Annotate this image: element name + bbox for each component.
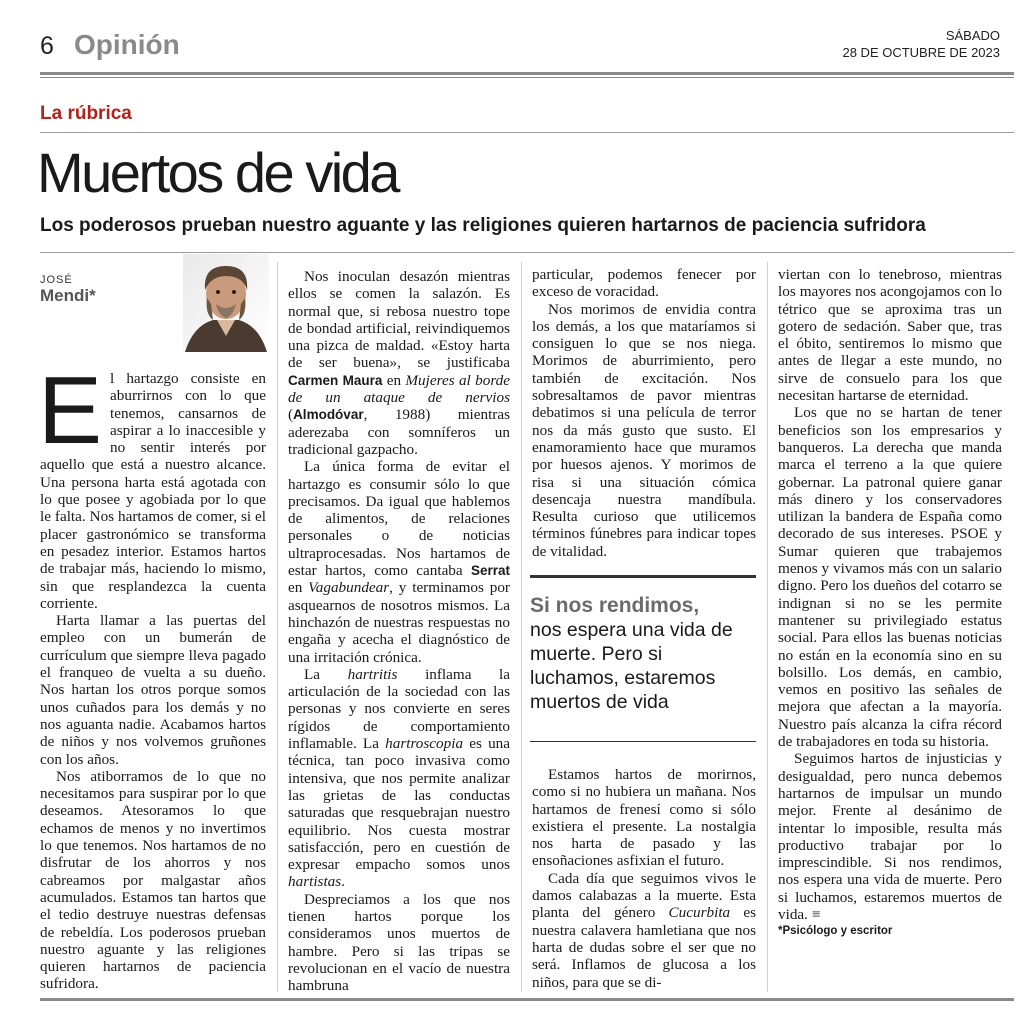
paragraph: Cada día que seguimos vivos le damos calabazas a la muerte. Esta planta del género Cucurbita es nuestra calavera hamletiana que nos harta de dudas sobre el ser que no será. Inflamos de glucosa a los niños, para que se di-	[532, 869, 756, 991]
subheadline-rule	[40, 252, 1014, 253]
paragraph: particular, podemos fenecer por exceso de voracidad.	[532, 266, 756, 301]
paragraph: La única forma de evitar el hartazgo es consumir sólo lo que precisamos. Da igual que hablemos de alimentos, de relaciones personales o de noticias ultraprocesadas. Nos hartamos de estar hartos, como cantaba Serrat en Vagabundear, y terminamos por asquearnos de nosotros mismos. La hinchazón de nuestras respuestas no engaña y acecha el diagnóstico de una irritación crónica.	[288, 458, 511, 666]
article-column-3-top	[532, 266, 756, 560]
paragraph: El hartazgo consiste en aburrirnos con lo que tenemos, cansarnos de aspirar a lo inaccesible y no sentir interés por aquello que está a nuestro alcance. Una persona harta está agotada con lo que posee y agobiada por lo que le falta. Nos hartamos de comer, si el placer gastronómico se transforma en pesadez interior. Estamos hartos de trabajar más, haciendo lo mismo, sin que resplandezca la cuenta corriente.	[38, 357, 266, 612]
rubric-rule	[40, 132, 1014, 133]
page-number: 6	[40, 32, 54, 60]
pullquote-text: nos espera una vida de muerte. Pero si luchamos, estaremos muertos de vida	[530, 619, 733, 713]
article-column-3-bottom	[532, 766, 756, 991]
paragraph: Seguimos hartos de injusticias y desigualdad, pero nunca debemos hartarnos de impulsar un mundo mejor. Frente al desánimo de intentar lo imposible, resulta más productivo trabajar por lo imprescindible. Si nos rendimos, nos espera una vida de muerte. Pero si luchamos, estaremos muertos de vida. ≡	[778, 750, 1002, 923]
column-divider	[521, 262, 522, 992]
pullquote	[530, 594, 756, 714]
header-rule-thin	[40, 77, 1014, 78]
rubric: La rúbrica	[40, 103, 132, 124]
article-column-4	[778, 266, 1002, 941]
column-divider	[277, 262, 278, 992]
song-title: Vagabundear	[308, 579, 390, 597]
date-block	[842, 27, 1000, 61]
column-divider	[767, 262, 768, 992]
paragraph: viertan con lo tenebroso, mientras los mayores nos acongojamos con lo tétrico que se aproxima tras un gotero de sedación. Saber que, tras el óbito, sentiremos lo mismo que antes de llegar a este mundo, no sirve de consuelo para los que necesitan hartarse de eternidad.	[778, 266, 1002, 405]
header-rule	[40, 72, 1014, 75]
article-column-1	[38, 357, 266, 993]
weekday: SÁBADO	[945, 28, 1000, 43]
person-name: Almodóvar	[293, 407, 364, 423]
author-last-name: Mendi*	[40, 286, 96, 305]
pullquote-lead: Si nos rendimos,	[530, 594, 700, 617]
end-mark-icon: ≡	[811, 905, 821, 923]
paragraph: Nos atiborramos de lo que no necesitamos para suspirar por lo que deseamos. Atesoramos lo que echamos de menos y no invertimos lo que tenemos. Nos hartamos de no disfrutar de los ahorros y nos cabreamos por malgastar años acumulados. Estamos tan hartos que el tedio destruye nuestras defensas de rebeldía. Los poderosos prueban nuestro aguante y las religiones quieren hartarnos de paciencia sufridora.	[40, 767, 266, 993]
article-column-2	[288, 268, 510, 994]
paragraph: Estamos hartos de morirnos, como si no hubiera un mañana. Nos hartamos de frenesí como si sólo existiera el presente. La nostalgia nos harta de pasado y las ensoñaciones asfixian el futuro.	[532, 766, 756, 870]
author-first-name: JOSÉ	[40, 274, 73, 286]
paragraph: Nos inoculan desazón mientras ellos se comen la salazón. Es normal que, si rebosa nuestro tope de bondad artificial, reivindiquemos una pizca de maldad. «Estoy harta de ser buena», se justificaba Carmen Maura en Mujeres al borde de un ataque de nervios (Almodóvar, 1988) mientras aderezaba con somníferos un tradicional gazpacho.	[288, 268, 510, 458]
film-title: Mujeres al borde de un ataque de nervios	[288, 371, 510, 407]
dropcap: E	[38, 357, 103, 464]
author-photo	[183, 254, 269, 352]
pullquote-rule-top	[530, 575, 756, 578]
person-name: Serrat	[470, 563, 511, 579]
author-note: *Psicólogo y escritor	[778, 925, 893, 938]
paragraph: Despreciamos a los que nos tienen hartos porque los consideramos unos muertos de hambre. Pero si las tripas se revolucionan en el vacío de nuestra hambruna	[288, 890, 510, 995]
footer-rule	[40, 998, 1014, 1001]
subheadline: Los poderosos prueban nuestro aguante y las religiones quieren hartarnos de paciencia sufridora	[40, 215, 926, 236]
pullquote-rule-bottom	[530, 741, 756, 742]
paragraph: Harta llamar a las puertas del empleo con un bumerán de currículum que siempre lleva pagado el franqueo de vuelta a su dueño. Nos hartan los otros porque somos unos cuñados para los demás y no nos aguanta nadie. Acabamos hartos de niños y nos volvemos gruñones con los años.	[40, 612, 266, 768]
date: 28 DE OCTUBRE DE 2023	[842, 45, 1000, 60]
person-name: Carmen Maura	[288, 372, 383, 388]
paragraph: Los que no se hartan de tener beneficios son los empresarios y banqueros. La derecha que manda marca el terreno a la que quiere gobernar. La patronal quiere ganar más dinero y los conservadores utilizan la bandera de España como decorado de sus intereses. PSOE y Sumar quieren que trabajemos menos y vivamos más con un salario digno. Pero los dueños del cotarro se indignan si no se les permite mantener su privilegiado estatus social. Para ellos las buenas noticias no están en la economía sino en su bolsillo. Los demás, en cambio, vemos en positivo las señales de mejora que afectan a la mayoría. Nuestro país alcanza la cifra récord de trabajadores en toda su historia.	[778, 404, 1002, 751]
section-title: Opinión	[74, 29, 180, 60]
headline: Muertos de vida	[37, 141, 398, 204]
paragraph: Nos morimos de envidia contra los demás, a los que mataríamos si consiguen lo que se nos niega. Morimos de aburrimiento, pero también de excitación. Nos sobresaltamos de pavor mientras debatimos si una película de terror nos da más gusto que susto. El enamoramiento hace que muramos por huesos ajenos. Y morimos de risa si una situación cómica desencaja nuestra mandíbula. Resulta curioso que utilicemos términos fúnebres para indicar topes de vitalidad.	[532, 300, 756, 560]
paragraph: La hartritis inflama la articulación de la sociedad con las personas y nos convierte en seres rígidos de comportamiento inflamable. La hartroscopia es una técnica, tan poco invasiva como intensiva, que nos permite analizar las grietas de las conductas saturadas que resquebrajan nuestro equilibrio. Nos cuesta mostrar satisfacción, pero en cuestión de expresar empacho somos unos hartistas.	[288, 665, 511, 891]
